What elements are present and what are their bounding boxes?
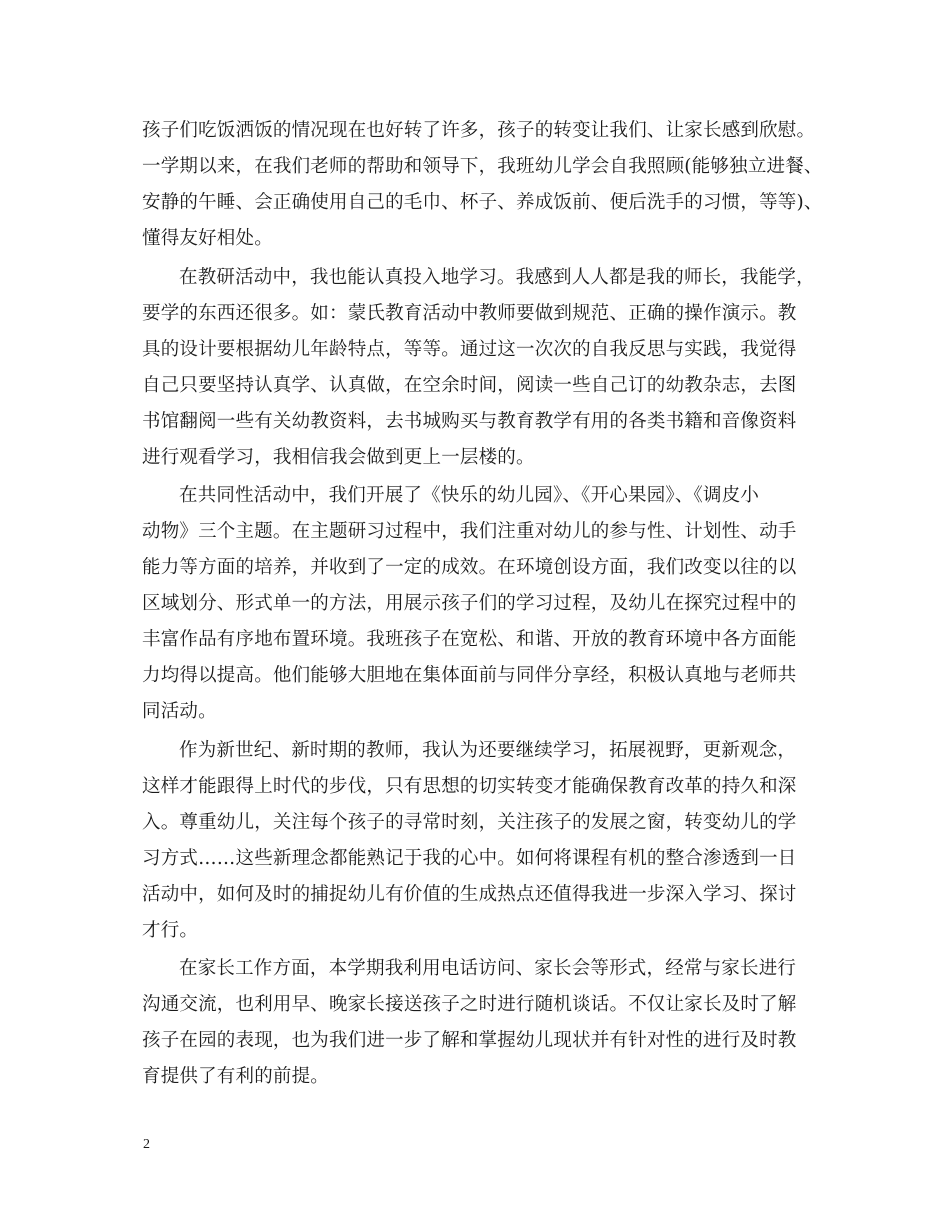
text-line: 孩子在园的表现，也为我们进一步了解和掌握幼儿现状并有针对性的进行及时教 [142, 1030, 797, 1051]
text-line: 书馆翻阅一些有关幼教资料，去书城购买与教育教学有用的各类书籍和音像资料 [142, 411, 797, 432]
text-line: 进行观看学习，我相信我会做到更上一层楼的。 [142, 447, 535, 468]
text-line: 力均得以提高。他们能够大胆地在集体面前与同伴分享经，积极认真地与老师共 [142, 665, 797, 686]
text-line: 育提供了有利的前提。 [142, 1066, 330, 1087]
text-line: 孩子们吃饭洒饭的情况现在也好转了许多，孩子的转变让我们、让家长感到欣慰。 [142, 120, 816, 141]
text-line: 要学的东西还很多。如：蒙氏教育活动中教师要做到规范、正确的操作演示。教 [142, 303, 797, 324]
text-line: 区域划分、形式单一的方法，用展示孩子们的学习过程，及幼儿在探究过程中的 [142, 593, 797, 614]
text-line: 一学期以来，在我们老师的帮助和领导下，我班幼儿学会自我照顾(能够独立进餐、 [142, 156, 823, 177]
text-line: 这样才能跟得上时代的步伐，只有思想的切实转变才能确保教育改革的持久和深 [142, 776, 797, 797]
text-line: 在家长工作方面，本学期我利用电话访问、家长会等形式，经常与家长进行 [179, 958, 797, 979]
text-line: 安静的午睡、会正确使用自己的毛巾、杯子、养成饭前、便后洗手的习惯，等等)、 [142, 192, 823, 213]
text-line: 作为新世纪、新时期的教师，我认为还要继续学习，拓展视野，更新观念， [179, 740, 797, 761]
text-line: 才行。 [142, 920, 199, 941]
text-line: 懂得友好相处。 [142, 228, 273, 249]
text-line: 具的设计要根据幼儿年龄特点，等等。通过这一次次的自我反思与实践，我觉得 [142, 339, 797, 360]
text-line: 沟通交流，也利用早、晚家长接送孩子之时进行随机谈话。不仅让家长及时了解 [142, 994, 797, 1015]
text-line: 同活动。 [142, 701, 217, 722]
text-line: 能力等方面的培养，并收到了一定的成效。在环境创设方面，我们改变以往的以 [142, 557, 797, 578]
page-number: 2 [143, 1137, 150, 1152]
text-line: 习方式……这些新理念都能熟记于我的心中。如何将课程有机的整合渗透到一日 [142, 848, 797, 869]
text-line: 入。尊重幼儿，关注每个孩子的寻常时刻，关注孩子的发展之窗，转变幼儿的学 [142, 812, 797, 833]
text-line: 动物》三个主题。在主题研习过程中，我们注重对幼儿的参与性、计划性、动手 [142, 521, 797, 542]
text-line: 在共同性活动中，我们开展了《快乐的幼儿园》、《开心果园》、《调皮小 [179, 485, 760, 506]
text-line: 活动中，如何及时的捕捉幼儿有价值的生成热点还值得我进一步深入学习、探讨 [142, 884, 797, 905]
text-line: 自己只要坚持认真学、认真做，在空余时间，阅读一些自己订的幼教杂志，去图 [142, 375, 797, 396]
text-line: 在教研活动中，我也能认真投入地学习。我感到人人都是我的师长，我能学， [179, 267, 815, 288]
text-line: 丰富作品有序地布置环境。我班孩子在宽松、和谐、开放的教育环境中各方面能 [142, 629, 797, 650]
